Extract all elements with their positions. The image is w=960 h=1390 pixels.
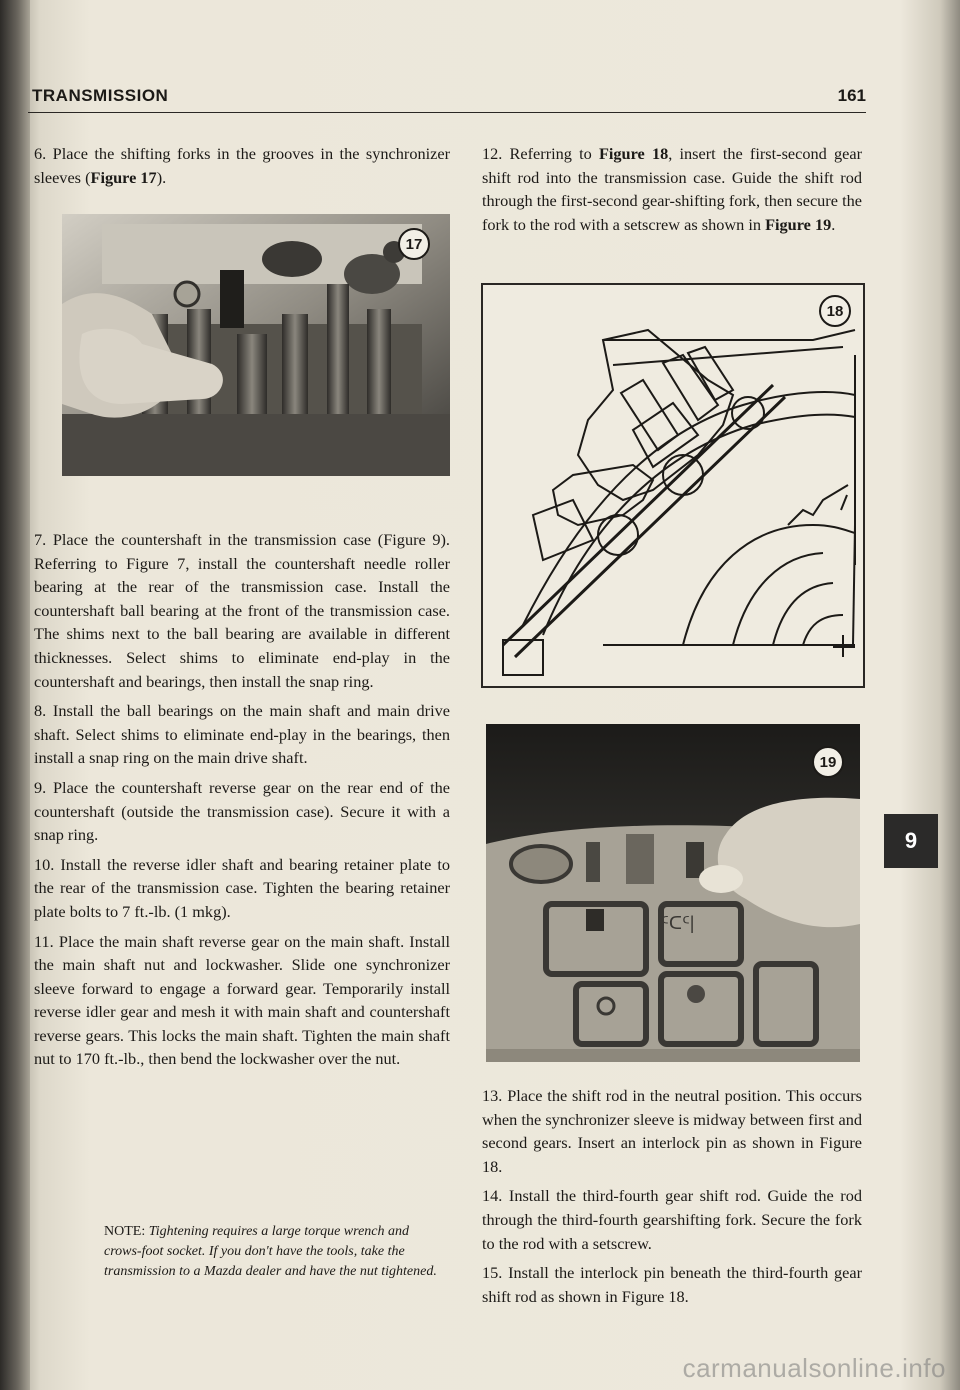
figure-18-ref: Figure 18	[598, 144, 669, 163]
step-14: 14. Install the third-fourth gear shift rod. Guide the rod through the third-fourth gearshifting fork. Secure the fork to the rod with a setscrew.	[482, 1186, 862, 1253]
page-header	[28, 84, 866, 113]
left-column-lower	[34, 528, 450, 1077]
step-11: 11. Place the main shaft reverse gear on the main shaft. Install the main shaft nut and lockwasher. Slide one synchronizer sleeve forward to engage a forward gear. Temporarily install reverse idler gear and mesh it with main shaft and countershaft reverse gears. This locks the main shaft. Tighten the main shaft nut to 170 ft.-lb., then bend the lockwasher over the nut.	[34, 931, 450, 1069]
note-block	[104, 1222, 444, 1282]
note-label: NOTE:	[104, 1224, 149, 1239]
step-15: 15. Install the interlock pin beneath the third-fourth gear shift rod as shown in Figure 18.	[482, 1263, 862, 1306]
figure-17-badge: 17	[398, 228, 430, 260]
step-13: 13. Place the shift rod in the neutral position. This occurs when the synchronizer sleeve is midway between first and second gears. Insert an interlock pin as shown in Figure 18.	[482, 1086, 862, 1176]
book-spine-shadow	[0, 0, 30, 1390]
note-text: Tightening requires a large torque wrench and crows-foot socket. If you don't have the tools, take the transmission to a Mazda dealer and have the nut tightened.	[104, 1224, 437, 1279]
casting-text: ᑦᑕᑦ|	[661, 913, 695, 933]
figure-17-ref: Figure 17	[90, 167, 157, 187]
step-6: 6. Place the shifting forks in the grooves in the synchronizer sleeves (Figure 17).	[34, 144, 450, 187]
gearbox-photo-illustration	[62, 214, 450, 476]
watermark: carmanualsonline.info	[682, 1353, 946, 1383]
step-10: 10. Install the reverse idler shaft and bearing retainer plate to the rear of the transmission case. Tighten the bearing retainer plate bolts to 7 ft.-lb. (1 mkg).	[34, 854, 450, 921]
figure-17-photo	[62, 214, 450, 476]
figure-18-badge: 18	[819, 295, 851, 327]
figure-19-ref: Figure 19	[765, 214, 832, 234]
right-column	[482, 142, 862, 242]
left-column	[34, 142, 450, 195]
step-8: 8. Install the ball bearings on the main shaft and main drive shaft. Select shims to eliminate end-play in the bearings, then install a snap ring on the main drive shaft.	[34, 701, 450, 768]
page-number: 161	[837, 86, 866, 105]
shift-rod-setscrew-photo-illustration	[486, 724, 860, 1062]
figure-19-badge: 19	[812, 746, 844, 778]
step-7: 7. Place the countershaft in the transmission case (Figure 9). Referring to Figure 7, install the countershaft needle roller bearing at the rear of the transmission case. Install the countershaft ball bearing at the front of the transmission case. The shims next to the ball bearing are available in different thicknesses. Select shims to eliminate end-play in the countershaft and bearings, then install the snap ring.	[34, 530, 450, 691]
step-12: 12. Referring to Figure 18, insert the first-second gear shift rod into the transmission case. Guide the shift rod through the first-second gear-shifting fork, then secure the fork to the rod with a setscrew as shown in Figure 19.	[482, 144, 862, 234]
right-column-lower	[482, 1084, 862, 1314]
figure-18-diagram	[481, 283, 865, 688]
chapter-tab: 9	[884, 814, 938, 868]
header-title: TRANSMISSION	[32, 86, 169, 105]
step-9: 9. Place the countershaft reverse gear on the rear end of the countershaft (outside the transmission case). Secure it with a snap ring.	[34, 777, 450, 845]
shift-rod-line-drawing	[483, 285, 863, 686]
figure-19-photo	[486, 724, 860, 1062]
